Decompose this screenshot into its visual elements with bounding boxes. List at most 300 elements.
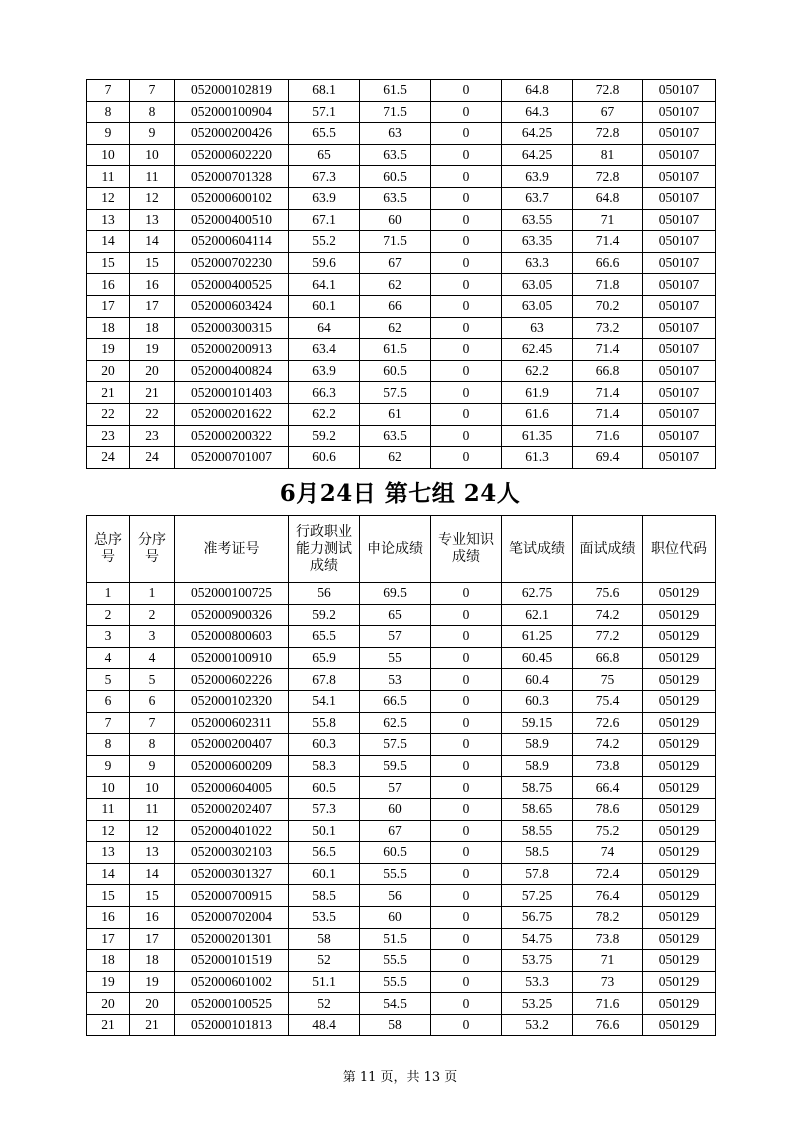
table-row	[87, 712, 716, 734]
cell-total-seq: 9	[87, 123, 130, 145]
table-row	[87, 777, 716, 799]
header-written-score: 笔试成绩	[502, 516, 573, 583]
cell-professional-score: 0	[431, 604, 502, 626]
cell-exam-id: 052000700915	[175, 885, 289, 907]
cell-sub-seq: 7	[130, 712, 175, 734]
cell-professional-score: 0	[431, 820, 502, 842]
cell-aptitude-score: 57.3	[289, 798, 360, 820]
cell-professional-score: 0	[431, 382, 502, 404]
cell-essay-score: 63	[360, 123, 431, 145]
cell-interview-score: 71.4	[573, 382, 643, 404]
cell-essay-score: 63.5	[360, 187, 431, 209]
cell-aptitude-score: 60.1	[289, 295, 360, 317]
cell-total-seq: 11	[87, 166, 130, 188]
cell-essay-score: 67	[360, 252, 431, 274]
cell-sub-seq: 13	[130, 842, 175, 864]
cell-interview-score: 72.8	[573, 166, 643, 188]
cell-professional-score: 0	[431, 777, 502, 799]
cell-interview-score: 66.6	[573, 252, 643, 274]
cell-total-seq: 12	[87, 820, 130, 842]
cell-position-code: 050107	[643, 339, 716, 361]
cell-professional-score: 0	[431, 339, 502, 361]
cell-sub-seq: 8	[130, 734, 175, 756]
cell-aptitude-score: 63.4	[289, 339, 360, 361]
table-row	[87, 144, 716, 166]
cell-position-code: 050129	[643, 604, 716, 626]
cell-sub-seq: 21	[130, 1014, 175, 1036]
cell-position-code: 050107	[643, 403, 716, 425]
score-table-group-seven	[86, 515, 716, 1036]
cell-position-code: 050129	[643, 669, 716, 691]
cell-written-score: 63.55	[502, 209, 573, 231]
cell-exam-id: 052000101813	[175, 1014, 289, 1036]
cell-written-score: 58.5	[502, 842, 573, 864]
cell-aptitude-score: 63.9	[289, 360, 360, 382]
cell-aptitude-score: 54.1	[289, 690, 360, 712]
cell-essay-score: 66.5	[360, 690, 431, 712]
cell-exam-id: 052000101519	[175, 950, 289, 972]
cell-exam-id: 052000202407	[175, 798, 289, 820]
cell-written-score: 53.2	[502, 1014, 573, 1036]
cell-interview-score: 78.6	[573, 798, 643, 820]
cell-position-code: 050107	[643, 252, 716, 274]
cell-total-seq: 19	[87, 971, 130, 993]
cell-exam-id: 052000400824	[175, 360, 289, 382]
cell-aptitude-score: 59.2	[289, 604, 360, 626]
cell-exam-id: 052000100525	[175, 993, 289, 1015]
cell-position-code: 050107	[643, 231, 716, 253]
cell-total-seq: 7	[87, 712, 130, 734]
cell-essay-score: 62	[360, 447, 431, 469]
cell-interview-score: 76.6	[573, 1014, 643, 1036]
table2-body	[87, 583, 716, 1036]
table-row	[87, 906, 716, 928]
cell-sub-seq: 11	[130, 798, 175, 820]
cell-sub-seq: 18	[130, 950, 175, 972]
table-row	[87, 209, 716, 231]
cell-written-score: 63	[502, 317, 573, 339]
cell-exam-id: 052000400525	[175, 274, 289, 296]
cell-essay-score: 62	[360, 274, 431, 296]
cell-position-code: 050107	[643, 123, 716, 145]
cell-essay-score: 69.5	[360, 583, 431, 605]
cell-sub-seq: 5	[130, 669, 175, 691]
cell-aptitude-score: 58.5	[289, 885, 360, 907]
cell-sub-seq: 22	[130, 403, 175, 425]
cell-written-score: 60.4	[502, 669, 573, 691]
cell-position-code: 050129	[643, 734, 716, 756]
cell-exam-id: 052000800603	[175, 626, 289, 648]
cell-essay-score: 71.5	[360, 101, 431, 123]
cell-professional-score: 0	[431, 166, 502, 188]
cell-aptitude-score: 65.5	[289, 626, 360, 648]
cell-aptitude-score: 52	[289, 993, 360, 1015]
cell-written-score: 61.25	[502, 626, 573, 648]
cell-position-code: 050107	[643, 317, 716, 339]
cell-professional-score: 0	[431, 583, 502, 605]
cell-professional-score: 0	[431, 187, 502, 209]
cell-written-score: 62.2	[502, 360, 573, 382]
cell-essay-score: 61.5	[360, 80, 431, 102]
cell-written-score: 64.25	[502, 123, 573, 145]
cell-interview-score: 69.4	[573, 447, 643, 469]
cell-sub-seq: 24	[130, 447, 175, 469]
cell-exam-id: 052000300315	[175, 317, 289, 339]
cell-interview-score: 76.4	[573, 885, 643, 907]
cell-interview-score: 75.4	[573, 690, 643, 712]
cell-total-seq: 18	[87, 317, 130, 339]
cell-interview-score: 71	[573, 209, 643, 231]
cell-essay-score: 63.5	[360, 425, 431, 447]
table-row	[87, 425, 716, 447]
group-title: 6月24日 第七组 24人	[279, 480, 521, 507]
table-row	[87, 690, 716, 712]
cell-aptitude-score: 66.3	[289, 382, 360, 404]
header-exam-id: 准考证号	[175, 516, 289, 583]
cell-total-seq: 9	[87, 755, 130, 777]
cell-professional-score: 0	[431, 906, 502, 928]
cell-aptitude-score: 68.1	[289, 80, 360, 102]
cell-written-score: 54.75	[502, 928, 573, 950]
table-row	[87, 317, 716, 339]
table-row	[87, 360, 716, 382]
cell-essay-score: 51.5	[360, 928, 431, 950]
header-total-seq: 总序号	[87, 516, 130, 583]
cell-essay-score: 60	[360, 906, 431, 928]
cell-sub-seq: 1	[130, 583, 175, 605]
table-row	[87, 339, 716, 361]
cell-aptitude-score: 64	[289, 317, 360, 339]
cell-essay-score: 62.5	[360, 712, 431, 734]
cell-written-score: 61.6	[502, 403, 573, 425]
cell-exam-id: 052000900326	[175, 604, 289, 626]
cell-exam-id: 052000101403	[175, 382, 289, 404]
cell-aptitude-score: 56.5	[289, 842, 360, 864]
cell-exam-id: 052000102819	[175, 80, 289, 102]
cell-sub-seq: 6	[130, 690, 175, 712]
cell-essay-score: 60	[360, 209, 431, 231]
cell-exam-id: 052000702230	[175, 252, 289, 274]
cell-written-score: 60.3	[502, 690, 573, 712]
cell-exam-id: 052000301327	[175, 863, 289, 885]
cell-interview-score: 75	[573, 669, 643, 691]
cell-position-code: 050107	[643, 425, 716, 447]
cell-aptitude-score: 67.1	[289, 209, 360, 231]
cell-aptitude-score: 58	[289, 928, 360, 950]
cell-sub-seq: 17	[130, 928, 175, 950]
cell-sub-seq: 15	[130, 885, 175, 907]
table-header-row	[87, 516, 716, 583]
table-row	[87, 928, 716, 950]
table-row	[87, 885, 716, 907]
table-row	[87, 583, 716, 605]
cell-aptitude-score: 65.5	[289, 123, 360, 145]
cell-aptitude-score: 55.2	[289, 231, 360, 253]
cell-sub-seq: 23	[130, 425, 175, 447]
cell-professional-score: 0	[431, 647, 502, 669]
cell-written-score: 63.35	[502, 231, 573, 253]
cell-interview-score: 72.6	[573, 712, 643, 734]
header-position-code: 职位代码	[643, 516, 716, 583]
cell-total-seq: 10	[87, 144, 130, 166]
cell-aptitude-score: 60.1	[289, 863, 360, 885]
cell-written-score: 64.25	[502, 144, 573, 166]
cell-sub-seq: 20	[130, 993, 175, 1015]
cell-total-seq: 8	[87, 101, 130, 123]
cell-sub-seq: 15	[130, 252, 175, 274]
cell-interview-score: 71.4	[573, 403, 643, 425]
cell-essay-score: 67	[360, 820, 431, 842]
cell-professional-score: 0	[431, 755, 502, 777]
table-row	[87, 382, 716, 404]
cell-essay-score: 57	[360, 626, 431, 648]
cell-interview-score: 73.2	[573, 317, 643, 339]
cell-position-code: 050107	[643, 360, 716, 382]
cell-essay-score: 60	[360, 798, 431, 820]
cell-total-seq: 19	[87, 339, 130, 361]
cell-written-score: 60.45	[502, 647, 573, 669]
cell-total-seq: 16	[87, 274, 130, 296]
cell-written-score: 63.9	[502, 166, 573, 188]
cell-interview-score: 71.4	[573, 231, 643, 253]
table-row	[87, 231, 716, 253]
table-row	[87, 647, 716, 669]
cell-interview-score: 71.4	[573, 339, 643, 361]
cell-essay-score: 57	[360, 777, 431, 799]
cell-aptitude-score: 51.1	[289, 971, 360, 993]
cell-professional-score: 0	[431, 144, 502, 166]
cell-total-seq: 18	[87, 950, 130, 972]
cell-exam-id: 052000201622	[175, 403, 289, 425]
cell-sub-seq: 8	[130, 101, 175, 123]
cell-total-seq: 13	[87, 209, 130, 231]
cell-total-seq: 15	[87, 885, 130, 907]
cell-total-seq: 2	[87, 604, 130, 626]
cell-written-score: 63.05	[502, 295, 573, 317]
table-row	[87, 993, 716, 1015]
table-row	[87, 403, 716, 425]
cell-position-code: 050129	[643, 583, 716, 605]
cell-position-code: 050129	[643, 1014, 716, 1036]
cell-professional-score: 0	[431, 734, 502, 756]
cell-sub-seq: 12	[130, 187, 175, 209]
cell-professional-score: 0	[431, 928, 502, 950]
cell-written-score: 63.7	[502, 187, 573, 209]
cell-total-seq: 1	[87, 583, 130, 605]
cell-interview-score: 78.2	[573, 906, 643, 928]
table1-body	[87, 80, 716, 469]
cell-aptitude-score: 63.9	[289, 187, 360, 209]
cell-professional-score: 0	[431, 842, 502, 864]
cell-essay-score: 71.5	[360, 231, 431, 253]
cell-essay-score: 60.5	[360, 360, 431, 382]
cell-position-code: 050129	[643, 798, 716, 820]
cell-aptitude-score: 65.9	[289, 647, 360, 669]
cell-exam-id: 052000604005	[175, 777, 289, 799]
cell-exam-id: 052000602226	[175, 669, 289, 691]
cell-sub-seq: 12	[130, 820, 175, 842]
cell-sub-seq: 16	[130, 274, 175, 296]
cell-sub-seq: 2	[130, 604, 175, 626]
cell-total-seq: 14	[87, 231, 130, 253]
cell-aptitude-score: 59.6	[289, 252, 360, 274]
cell-position-code: 050129	[643, 690, 716, 712]
cell-exam-id: 052000102320	[175, 690, 289, 712]
cell-written-score: 64.8	[502, 80, 573, 102]
cell-written-score: 62.45	[502, 339, 573, 361]
cell-aptitude-score: 48.4	[289, 1014, 360, 1036]
cell-sub-seq: 21	[130, 382, 175, 404]
cell-interview-score: 75.2	[573, 820, 643, 842]
cell-position-code: 050129	[643, 647, 716, 669]
cell-total-seq: 23	[87, 425, 130, 447]
cell-sub-seq: 11	[130, 166, 175, 188]
cell-exam-id: 052000604114	[175, 231, 289, 253]
cell-sub-seq: 9	[130, 123, 175, 145]
cell-aptitude-score: 53.5	[289, 906, 360, 928]
cell-total-seq: 15	[87, 252, 130, 274]
cell-aptitude-score: 67.3	[289, 166, 360, 188]
cell-essay-score: 54.5	[360, 993, 431, 1015]
cell-written-score: 58.65	[502, 798, 573, 820]
cell-total-seq: 21	[87, 382, 130, 404]
cell-aptitude-score: 50.1	[289, 820, 360, 842]
cell-aptitude-score: 56	[289, 583, 360, 605]
cell-sub-seq: 17	[130, 295, 175, 317]
cell-essay-score: 63.5	[360, 144, 431, 166]
cell-interview-score: 74.2	[573, 604, 643, 626]
cell-essay-score: 62	[360, 317, 431, 339]
cell-written-score: 61.3	[502, 447, 573, 469]
cell-aptitude-score: 55.8	[289, 712, 360, 734]
cell-exam-id: 052000200407	[175, 734, 289, 756]
cell-position-code: 050107	[643, 101, 716, 123]
cell-written-score: 58.9	[502, 734, 573, 756]
cell-sub-seq: 3	[130, 626, 175, 648]
cell-position-code: 050129	[643, 928, 716, 950]
cell-professional-score: 0	[431, 209, 502, 231]
cell-interview-score: 66.8	[573, 647, 643, 669]
table-row	[87, 798, 716, 820]
cell-position-code: 050129	[643, 755, 716, 777]
cell-total-seq: 8	[87, 734, 130, 756]
cell-sub-seq: 10	[130, 777, 175, 799]
cell-professional-score: 0	[431, 885, 502, 907]
cell-essay-score: 66	[360, 295, 431, 317]
cell-exam-id: 052000602311	[175, 712, 289, 734]
cell-aptitude-score: 60.5	[289, 777, 360, 799]
cell-written-score: 63.05	[502, 274, 573, 296]
cell-interview-score: 74	[573, 842, 643, 864]
table-row	[87, 123, 716, 145]
cell-exam-id: 052000201301	[175, 928, 289, 950]
cell-interview-score: 77.2	[573, 626, 643, 648]
cell-sub-seq: 9	[130, 755, 175, 777]
cell-position-code: 050107	[643, 209, 716, 231]
cell-interview-score: 67	[573, 101, 643, 123]
table-row	[87, 755, 716, 777]
cell-exam-id: 052000401022	[175, 820, 289, 842]
page-footer: 第 11 页，共 13 页	[342, 1070, 458, 1085]
cell-aptitude-score: 65	[289, 144, 360, 166]
cell-sub-seq: 10	[130, 144, 175, 166]
cell-interview-score: 70.2	[573, 295, 643, 317]
cell-written-score: 58.9	[502, 755, 573, 777]
cell-interview-score: 72.4	[573, 863, 643, 885]
cell-essay-score: 61.5	[360, 339, 431, 361]
cell-professional-score: 0	[431, 950, 502, 972]
cell-interview-score: 72.8	[573, 123, 643, 145]
cell-position-code: 050107	[643, 295, 716, 317]
cell-position-code: 050129	[643, 971, 716, 993]
cell-exam-id: 052000200426	[175, 123, 289, 145]
cell-interview-score: 66.8	[573, 360, 643, 382]
cell-aptitude-score: 62.2	[289, 403, 360, 425]
cell-sub-seq: 14	[130, 863, 175, 885]
cell-interview-score: 64.8	[573, 187, 643, 209]
cell-professional-score: 0	[431, 798, 502, 820]
cell-total-seq: 14	[87, 863, 130, 885]
cell-exam-id: 052000200322	[175, 425, 289, 447]
cell-total-seq: 17	[87, 928, 130, 950]
cell-essay-score: 60.5	[360, 842, 431, 864]
cell-essay-score: 53	[360, 669, 431, 691]
cell-written-score: 58.75	[502, 777, 573, 799]
cell-total-seq: 10	[87, 777, 130, 799]
cell-interview-score: 73.8	[573, 755, 643, 777]
cell-professional-score: 0	[431, 252, 502, 274]
cell-sub-seq: 7	[130, 80, 175, 102]
cell-sub-seq: 14	[130, 231, 175, 253]
cell-total-seq: 7	[87, 80, 130, 102]
cell-professional-score: 0	[431, 360, 502, 382]
cell-interview-score: 71.6	[573, 425, 643, 447]
cell-interview-score: 72.8	[573, 80, 643, 102]
cell-position-code: 050107	[643, 144, 716, 166]
score-table-previous-group	[86, 79, 716, 469]
header-sub-seq: 分序号	[130, 516, 175, 583]
cell-professional-score: 0	[431, 295, 502, 317]
cell-total-seq: 16	[87, 906, 130, 928]
cell-aptitude-score: 59.2	[289, 425, 360, 447]
table-row	[87, 101, 716, 123]
cell-exam-id: 052000601002	[175, 971, 289, 993]
cell-total-seq: 13	[87, 842, 130, 864]
cell-exam-id: 052000701328	[175, 166, 289, 188]
cell-written-score: 57.25	[502, 885, 573, 907]
cell-position-code: 050129	[643, 993, 716, 1015]
cell-professional-score: 0	[431, 447, 502, 469]
cell-essay-score: 55.5	[360, 863, 431, 885]
cell-position-code: 050129	[643, 626, 716, 648]
cell-professional-score: 0	[431, 317, 502, 339]
cell-position-code: 050129	[643, 842, 716, 864]
cell-written-score: 58.55	[502, 820, 573, 842]
cell-written-score: 53.3	[502, 971, 573, 993]
cell-professional-score: 0	[431, 971, 502, 993]
cell-exam-id: 052000701007	[175, 447, 289, 469]
table-row	[87, 447, 716, 469]
table-row	[87, 626, 716, 648]
cell-interview-score: 81	[573, 144, 643, 166]
cell-aptitude-score: 64.1	[289, 274, 360, 296]
cell-total-seq: 24	[87, 447, 130, 469]
table-row	[87, 820, 716, 842]
cell-interview-score: 74.2	[573, 734, 643, 756]
cell-position-code: 050129	[643, 777, 716, 799]
cell-professional-score: 0	[431, 626, 502, 648]
cell-total-seq: 20	[87, 993, 130, 1015]
